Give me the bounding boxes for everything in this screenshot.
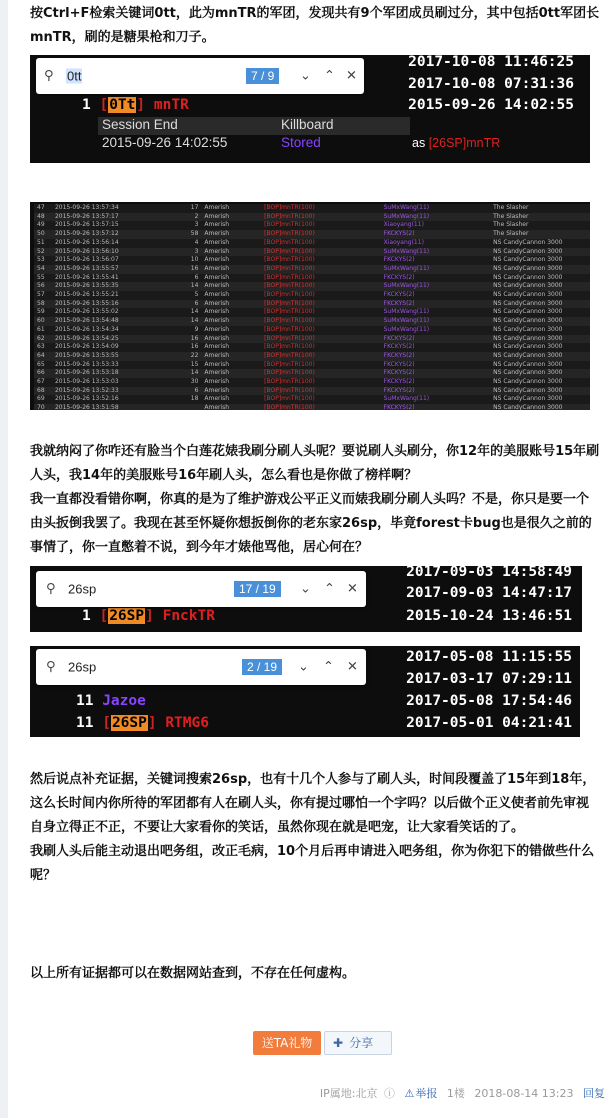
table-cell: Amerish	[201, 291, 261, 300]
timestamp: 2017-05-08 17:54:46	[406, 693, 572, 709]
find-input[interactable]: 26sp	[68, 659, 97, 675]
table-cell: 2015-09-26 13:54:34	[52, 326, 142, 335]
table-row	[34, 335, 590, 344]
table-cell: 14	[142, 308, 202, 317]
table-cell: Amerish	[201, 300, 261, 309]
timestamp: 2017-03-17 07:29:11	[406, 671, 572, 687]
table-cell: Xiaoyang(11)	[381, 221, 491, 230]
table-row	[34, 326, 590, 335]
table-cell: Amerish	[201, 274, 261, 283]
table-cell: FKCKYS(2)	[381, 352, 491, 361]
ip-location: IP属地:北京	[319, 1087, 378, 1100]
table-cell: 2015-09-26 13:52:33	[52, 387, 142, 396]
table-cell: [BOP]mnTR(100)	[261, 369, 380, 378]
stored-label: Stored	[281, 135, 321, 150]
table-cell: 2015-09-26 13:56:07	[52, 256, 142, 265]
search-icon: ⚲	[46, 659, 56, 675]
table-cell: 58	[142, 230, 202, 239]
table-row	[34, 317, 590, 326]
table-cell: [BOP]mnTR(100)	[261, 265, 380, 274]
table-cell: [BOP]mnTR(100)	[261, 213, 380, 222]
table-cell: 51	[34, 239, 52, 248]
table-cell: [BOP]mnTR(100)	[261, 248, 380, 257]
help-icon[interactable]: ⓘ	[384, 1087, 395, 1100]
table-cell: 6	[142, 387, 202, 396]
table-row	[34, 248, 590, 257]
table-cell: 18	[142, 395, 202, 404]
find-input[interactable]: 0tt	[67, 68, 82, 84]
session-end-time: 2015-09-26 14:02:55	[102, 135, 228, 150]
table-cell: 66	[34, 369, 52, 378]
table-cell: [BOP]mnTR(100)	[261, 317, 380, 326]
table-cell: Amerish	[201, 248, 261, 257]
para2-line: 我就纳闷了你咋还有脸当个白莲花婊我刷分刷人头呢？要说刷人头刷分，你12年的美服账号15年刷人头，我14年的美服账号16年刷人头，怎么看也是你做了榜样啊？	[30, 444, 600, 483]
table-cell: 2015-09-26 13:54:09	[52, 343, 142, 352]
table-cell: 10	[142, 256, 202, 265]
as-player: as [26SP]mnTR	[412, 136, 501, 150]
reply-link[interactable]: 回复	[583, 1087, 605, 1100]
table-row	[34, 256, 590, 265]
table-cell: 6	[142, 300, 202, 309]
table-cell: 2015-09-26 13:57:17	[52, 213, 142, 222]
table-cell: [BOP]mnTR(100)	[261, 221, 380, 230]
table-cell: 58	[34, 300, 52, 309]
table-cell: 30	[142, 378, 202, 387]
table-cell: Amerish	[201, 256, 261, 265]
floor-number: 1楼	[446, 1087, 465, 1100]
player-name: mnTR	[153, 97, 189, 113]
table-cell: 2015-09-26 13:55:35	[52, 282, 142, 291]
table-row	[34, 404, 590, 410]
table-cell: [BOP]mnTR(100)	[261, 291, 380, 300]
table-cell: 2015-09-26 13:55:21	[52, 291, 142, 300]
table-cell: NS CandyCannon 3000	[490, 387, 590, 396]
table-cell: 70	[34, 404, 52, 410]
table-cell: Amerish	[201, 326, 261, 335]
table-cell: NS CandyCannon 3000	[490, 291, 590, 300]
timestamp: 2017-09-03 14:58:49	[406, 566, 572, 580]
player-row: 1 [26SP] FnckTR	[82, 608, 215, 624]
timestamp: 2017-10-08 07:31:36	[408, 76, 574, 92]
table-cell: [BOP]mnTR(100)	[261, 352, 380, 361]
player-row: 1 [0Tt] mnTR	[82, 97, 189, 113]
table-cell: NS CandyCannon 3000	[490, 361, 590, 370]
table-cell: NS CandyCannon 3000	[490, 300, 590, 309]
rank: 11	[76, 693, 94, 709]
table-cell: 2015-09-26 13:52:16	[52, 395, 142, 404]
table-cell: Amerish	[201, 308, 261, 317]
table-cell: FKCKYS(2)	[381, 404, 491, 410]
find-input[interactable]: 26sp	[68, 581, 97, 597]
table-cell: NS CandyCannon 3000	[490, 282, 590, 291]
table-row	[34, 361, 590, 370]
table-cell: 69	[34, 395, 52, 404]
left-border	[0, 0, 8, 1118]
table-cell: [BOP]mnTR(100)	[261, 300, 380, 309]
chevron-down-icon[interactable]: ⌄	[300, 68, 311, 84]
post-footer	[314, 1085, 605, 1101]
table-cell: Amerish	[201, 221, 261, 230]
send-gift-button[interactable]: 送TA礼物	[253, 1031, 321, 1055]
table-cell: 3	[142, 221, 202, 230]
table-row	[34, 343, 590, 352]
table-cell: NS CandyCannon 3000	[490, 404, 590, 410]
intro-text: 按Ctrl+F检索关键词0tt，此为mnTR的军团，发现共有9个军团成员刷过分，其中包括0tt军团长mnTR，刷的是糖果枪和刀子。	[30, 6, 600, 45]
table-cell: [BOP]mnTR(100)	[261, 343, 380, 352]
timestamp: 2017-10-08 11:46:25	[408, 55, 574, 70]
post-time: 2018-08-14 13:23	[474, 1087, 574, 1100]
table-cell: 9	[142, 326, 202, 335]
table-cell: 48	[34, 213, 52, 222]
para3-line: 然后说点补充证据，关键词搜索26sp，也有十几个人参与了刷人头，时间段覆盖了15年到18年，这么长时间内你所待的军团都有人在刷人头，你有提过哪怕一个字吗？以后做个正义使者前先审视自身立得正不正，不要让大家看你的笑话，虽然你现在就是吧宠，让大家看笑话的了。	[30, 772, 596, 835]
table-cell: The Slasher	[490, 221, 590, 230]
screenshot-kill-log	[30, 202, 590, 410]
table-cell: Amerish	[201, 378, 261, 387]
table-cell: Xiaoyang(11)	[381, 239, 491, 248]
table-cell: Amerish	[201, 213, 261, 222]
table-row	[34, 213, 590, 222]
screenshot-find-26sp-1	[30, 566, 582, 632]
table-cell: FKCKYS(2)	[381, 274, 491, 283]
table-cell: 4	[142, 239, 202, 248]
chevron-up-icon[interactable]: ⌃	[323, 659, 334, 675]
table-cell: NS CandyCannon 3000	[490, 308, 590, 317]
share-label: 分享	[349, 1036, 374, 1050]
table-cell: FKCKYS(2)	[381, 387, 491, 396]
table-row	[34, 378, 590, 387]
chevron-up-icon[interactable]: ⌃	[324, 581, 335, 597]
table-cell: 63	[34, 343, 52, 352]
table-cell: 52	[34, 248, 52, 257]
table-cell: 2	[142, 213, 202, 222]
table-cell: SuMxWang(11)	[381, 395, 491, 404]
timestamp: 2017-09-03 14:47:17	[406, 585, 572, 601]
killboard-link[interactable]: Killboard	[281, 117, 334, 132]
rank: 1	[82, 608, 91, 624]
table-cell: Amerish	[201, 239, 261, 248]
kill-log-table	[34, 204, 590, 410]
table-row	[34, 282, 590, 291]
table-cell: 3	[142, 248, 202, 257]
player-name: RTMG6	[165, 715, 209, 731]
para3-line: 我刷人头后能主动退出吧务组，改正毛病，10个月后再申请进入吧务组，你为你犯下的错做些什么呢？	[30, 844, 595, 883]
intro-paragraph	[30, 2, 600, 50]
table-cell: The Slasher	[490, 230, 590, 239]
timestamp: 2017-05-08 11:15:55	[406, 649, 572, 665]
table-cell: 64	[34, 352, 52, 361]
table-cell: [BOP]mnTR(100)	[261, 274, 380, 283]
table-cell: 2015-09-26 13:56:14	[52, 239, 142, 248]
chevron-down-icon[interactable]: ⌄	[298, 659, 309, 675]
table-cell: NS CandyCannon 3000	[490, 256, 590, 265]
clan-tag: 26SP	[109, 608, 145, 624]
table-cell: 62	[34, 335, 52, 344]
table-cell: SuMxWang(11)	[381, 248, 491, 257]
clan-tag: 26SP	[111, 715, 147, 731]
table-cell: 61	[34, 326, 52, 335]
table-cell: FKCKYS(2)	[381, 378, 491, 387]
table-cell: Amerish	[201, 343, 261, 352]
table-cell: SuMxWang(11)	[381, 204, 491, 213]
table-cell: [BOP]mnTR(100)	[261, 239, 380, 248]
table-cell: Amerish	[201, 204, 261, 213]
table-cell: 14	[142, 317, 202, 326]
table-cell: 47	[34, 204, 52, 213]
report-link[interactable]: 举报	[415, 1087, 438, 1100]
table-cell: SuMxWang(11)	[381, 326, 491, 335]
table-cell: 16	[142, 343, 202, 352]
close-icon[interactable]: ✕	[347, 581, 358, 597]
table-cell: FKCKYS(2)	[381, 230, 491, 239]
table-cell: NS CandyCannon 3000	[490, 248, 590, 257]
table-cell: Amerish	[201, 395, 261, 404]
player-row	[76, 693, 146, 709]
table-cell: 2015-09-26 13:57:15	[52, 221, 142, 230]
table-cell: NS CandyCannon 3000	[490, 265, 590, 274]
paragraph-4	[30, 962, 600, 986]
table-cell: Amerish	[201, 387, 261, 396]
table-cell: Amerish	[201, 361, 261, 370]
player-row: 11 [26SP] RTMG6	[76, 715, 209, 731]
table-cell: FKCKYS(2)	[381, 300, 491, 309]
table-cell: 2015-09-26 13:55:16	[52, 300, 142, 309]
table-cell: 60	[34, 317, 52, 326]
chevron-down-icon[interactable]: ⌄	[300, 581, 311, 597]
table-row	[34, 308, 590, 317]
table-row	[34, 230, 590, 239]
timestamp: 2015-09-26 14:02:55	[408, 97, 574, 113]
table-cell: FKCKYS(2)	[381, 335, 491, 344]
table-cell: Amerish	[201, 369, 261, 378]
table-cell: Amerish	[201, 335, 261, 344]
table-cell: NS CandyCannon 3000	[490, 326, 590, 335]
table-cell: NS CandyCannon 3000	[490, 239, 590, 248]
table-cell: SuMxWang(11)	[381, 308, 491, 317]
find-bar	[36, 571, 366, 607]
find-match-count: 7 / 9	[246, 68, 279, 84]
timestamp: 2017-05-01 04:21:41	[406, 715, 572, 731]
find-match-count: 2 / 19	[242, 659, 282, 675]
table-cell: NS CandyCannon 3000	[490, 343, 590, 352]
table-row	[34, 369, 590, 378]
table-cell: NS CandyCannon 3000	[490, 369, 590, 378]
table-cell: SuMxWang(11)	[381, 282, 491, 291]
table-cell: 2015-09-26 13:53:18	[52, 369, 142, 378]
table-cell: NS CandyCannon 3000	[490, 274, 590, 283]
player-name: FnckTR	[162, 608, 215, 624]
table-row	[34, 352, 590, 361]
table-cell: 53	[34, 256, 52, 265]
player-name: Jazoe	[102, 693, 146, 709]
session-end-label: Session End	[102, 117, 178, 132]
table-row	[34, 204, 590, 213]
table-row	[34, 291, 590, 300]
table-cell: 6	[142, 274, 202, 283]
table-cell: 2015-09-26 13:53:33	[52, 361, 142, 370]
table-cell: 2015-09-26 13:55:02	[52, 308, 142, 317]
table-cell: 2015-09-26 13:54:25	[52, 335, 142, 344]
table-cell: [BOP]mnTR(100)	[261, 335, 380, 344]
table-cell: [BOP]mnTR(100)	[261, 404, 380, 410]
table-row	[34, 274, 590, 283]
table-cell: 2015-09-26 13:51:58	[52, 404, 142, 410]
table-cell: 2015-09-26 13:56:10	[52, 248, 142, 257]
table-cell: SuMxWang(11)	[381, 317, 491, 326]
table-cell: Amerish	[201, 352, 261, 361]
para2-line: 我一直都没看错你啊，你真的是为了维护游戏公平正义而婊我刷分刷人头吗？不是，你只是要一个由头扳倒我罢了。我现在甚至怀疑你想扳倒你的老东家26sp，毕竟forest卡bug也是很久之前的事情了，你一直憋着不说，到今年才婊他骂他，居心何在？	[30, 492, 592, 555]
table-cell: 5	[142, 291, 202, 300]
table-cell: 2015-09-26 13:54:48	[52, 317, 142, 326]
table-cell: FKCKYS(2)	[381, 291, 491, 300]
table-cell: 50	[34, 230, 52, 239]
table-row	[34, 221, 590, 230]
table-cell: Amerish	[201, 282, 261, 291]
search-icon: ⚲	[46, 581, 56, 597]
table-row	[34, 239, 590, 248]
screenshot-find-26sp-2	[30, 646, 580, 737]
table-cell: SuMxWang(11)	[381, 213, 491, 222]
search-icon: ⚲	[44, 68, 54, 84]
table-cell: The Slasher	[490, 204, 590, 213]
paragraph-2	[30, 440, 600, 560]
table-row	[34, 387, 590, 396]
table-cell	[142, 404, 202, 410]
table-cell: 54	[34, 265, 52, 274]
table-row	[34, 265, 590, 274]
table-cell: 16	[142, 335, 202, 344]
table-cell: 15	[142, 361, 202, 370]
table-cell: 2015-09-26 13:53:55	[52, 352, 142, 361]
find-bar	[36, 649, 366, 685]
table-cell: [BOP]mnTR(100)	[261, 387, 380, 396]
table-cell: [BOP]mnTR(100)	[261, 256, 380, 265]
table-cell: 68	[34, 387, 52, 396]
table-cell: [BOP]mnTR(100)	[261, 326, 380, 335]
table-cell: Amerish	[201, 404, 261, 410]
table-cell: FKCKYS(2)	[381, 343, 491, 352]
table-row	[34, 300, 590, 309]
table-cell: [BOP]mnTR(100)	[261, 204, 380, 213]
clan-tag: 0Tt	[109, 97, 136, 113]
share-icon: ✚	[333, 1036, 344, 1050]
table-cell: 65	[34, 361, 52, 370]
table-cell: 55	[34, 274, 52, 283]
table-cell: [BOP]mnTR(100)	[261, 395, 380, 404]
table-cell: 67	[34, 378, 52, 387]
timestamp: 2015-10-24 13:46:51	[406, 608, 572, 624]
table-cell: Amerish	[201, 317, 261, 326]
table-cell: FKCKYS(2)	[381, 256, 491, 265]
table-cell: 2015-09-26 13:53:03	[52, 378, 142, 387]
table-cell: 56	[34, 282, 52, 291]
table-cell: 49	[34, 221, 52, 230]
table-cell: 14	[142, 282, 202, 291]
table-cell: NS CandyCannon 3000	[490, 317, 590, 326]
table-cell: NS CandyCannon 3000	[490, 378, 590, 387]
paragraph-3	[30, 768, 600, 888]
rank: 11	[76, 715, 94, 731]
table-cell: [BOP]mnTR(100)	[261, 308, 380, 317]
warning-icon: ⚠	[404, 1087, 415, 1100]
table-cell: FKCKYS(2)	[381, 361, 491, 370]
para4-text: 以上所有证据都可以在数据网站查到，不存在任何虚构。	[30, 966, 356, 981]
close-icon[interactable]: ✕	[346, 68, 357, 84]
rank: 1	[82, 97, 91, 113]
table-cell: [BOP]mnTR(100)	[261, 282, 380, 291]
table-cell: SuMxWang(11)	[381, 265, 491, 274]
table-cell: 2015-09-26 13:55:57	[52, 265, 142, 274]
table-cell: [BOP]mnTR(100)	[261, 230, 380, 239]
find-bar	[36, 58, 364, 94]
table-cell: 57	[34, 291, 52, 300]
table-cell: 22	[142, 352, 202, 361]
close-icon[interactable]: ✕	[347, 659, 358, 675]
table-cell: [BOP]mnTR(100)	[261, 361, 380, 370]
screenshot-find-0tt	[30, 55, 590, 163]
table-cell: Amerish	[201, 265, 261, 274]
table-cell: 16	[142, 265, 202, 274]
table-cell: NS CandyCannon 3000	[490, 352, 590, 361]
share-button[interactable]	[324, 1031, 392, 1055]
find-match-count: 17 / 19	[234, 581, 281, 597]
table-cell: 59	[34, 308, 52, 317]
table-cell: 2015-09-26 13:57:12	[52, 230, 142, 239]
table-cell: 2015-09-26 13:57:34	[52, 204, 142, 213]
table-cell: FKCKYS(2)	[381, 369, 491, 378]
table-row	[34, 395, 590, 404]
table-cell: [BOP]mnTR(100)	[261, 378, 380, 387]
table-cell: Amerish	[201, 230, 261, 239]
table-cell: NS CandyCannon 3000	[490, 395, 590, 404]
table-cell: The Slasher	[490, 213, 590, 222]
table-cell: 17	[142, 204, 202, 213]
table-cell: NS CandyCannon 3000	[490, 335, 590, 344]
table-cell: 14	[142, 369, 202, 378]
chevron-up-icon[interactable]: ⌃	[324, 68, 335, 84]
table-cell: 2015-09-26 13:55:41	[52, 274, 142, 283]
